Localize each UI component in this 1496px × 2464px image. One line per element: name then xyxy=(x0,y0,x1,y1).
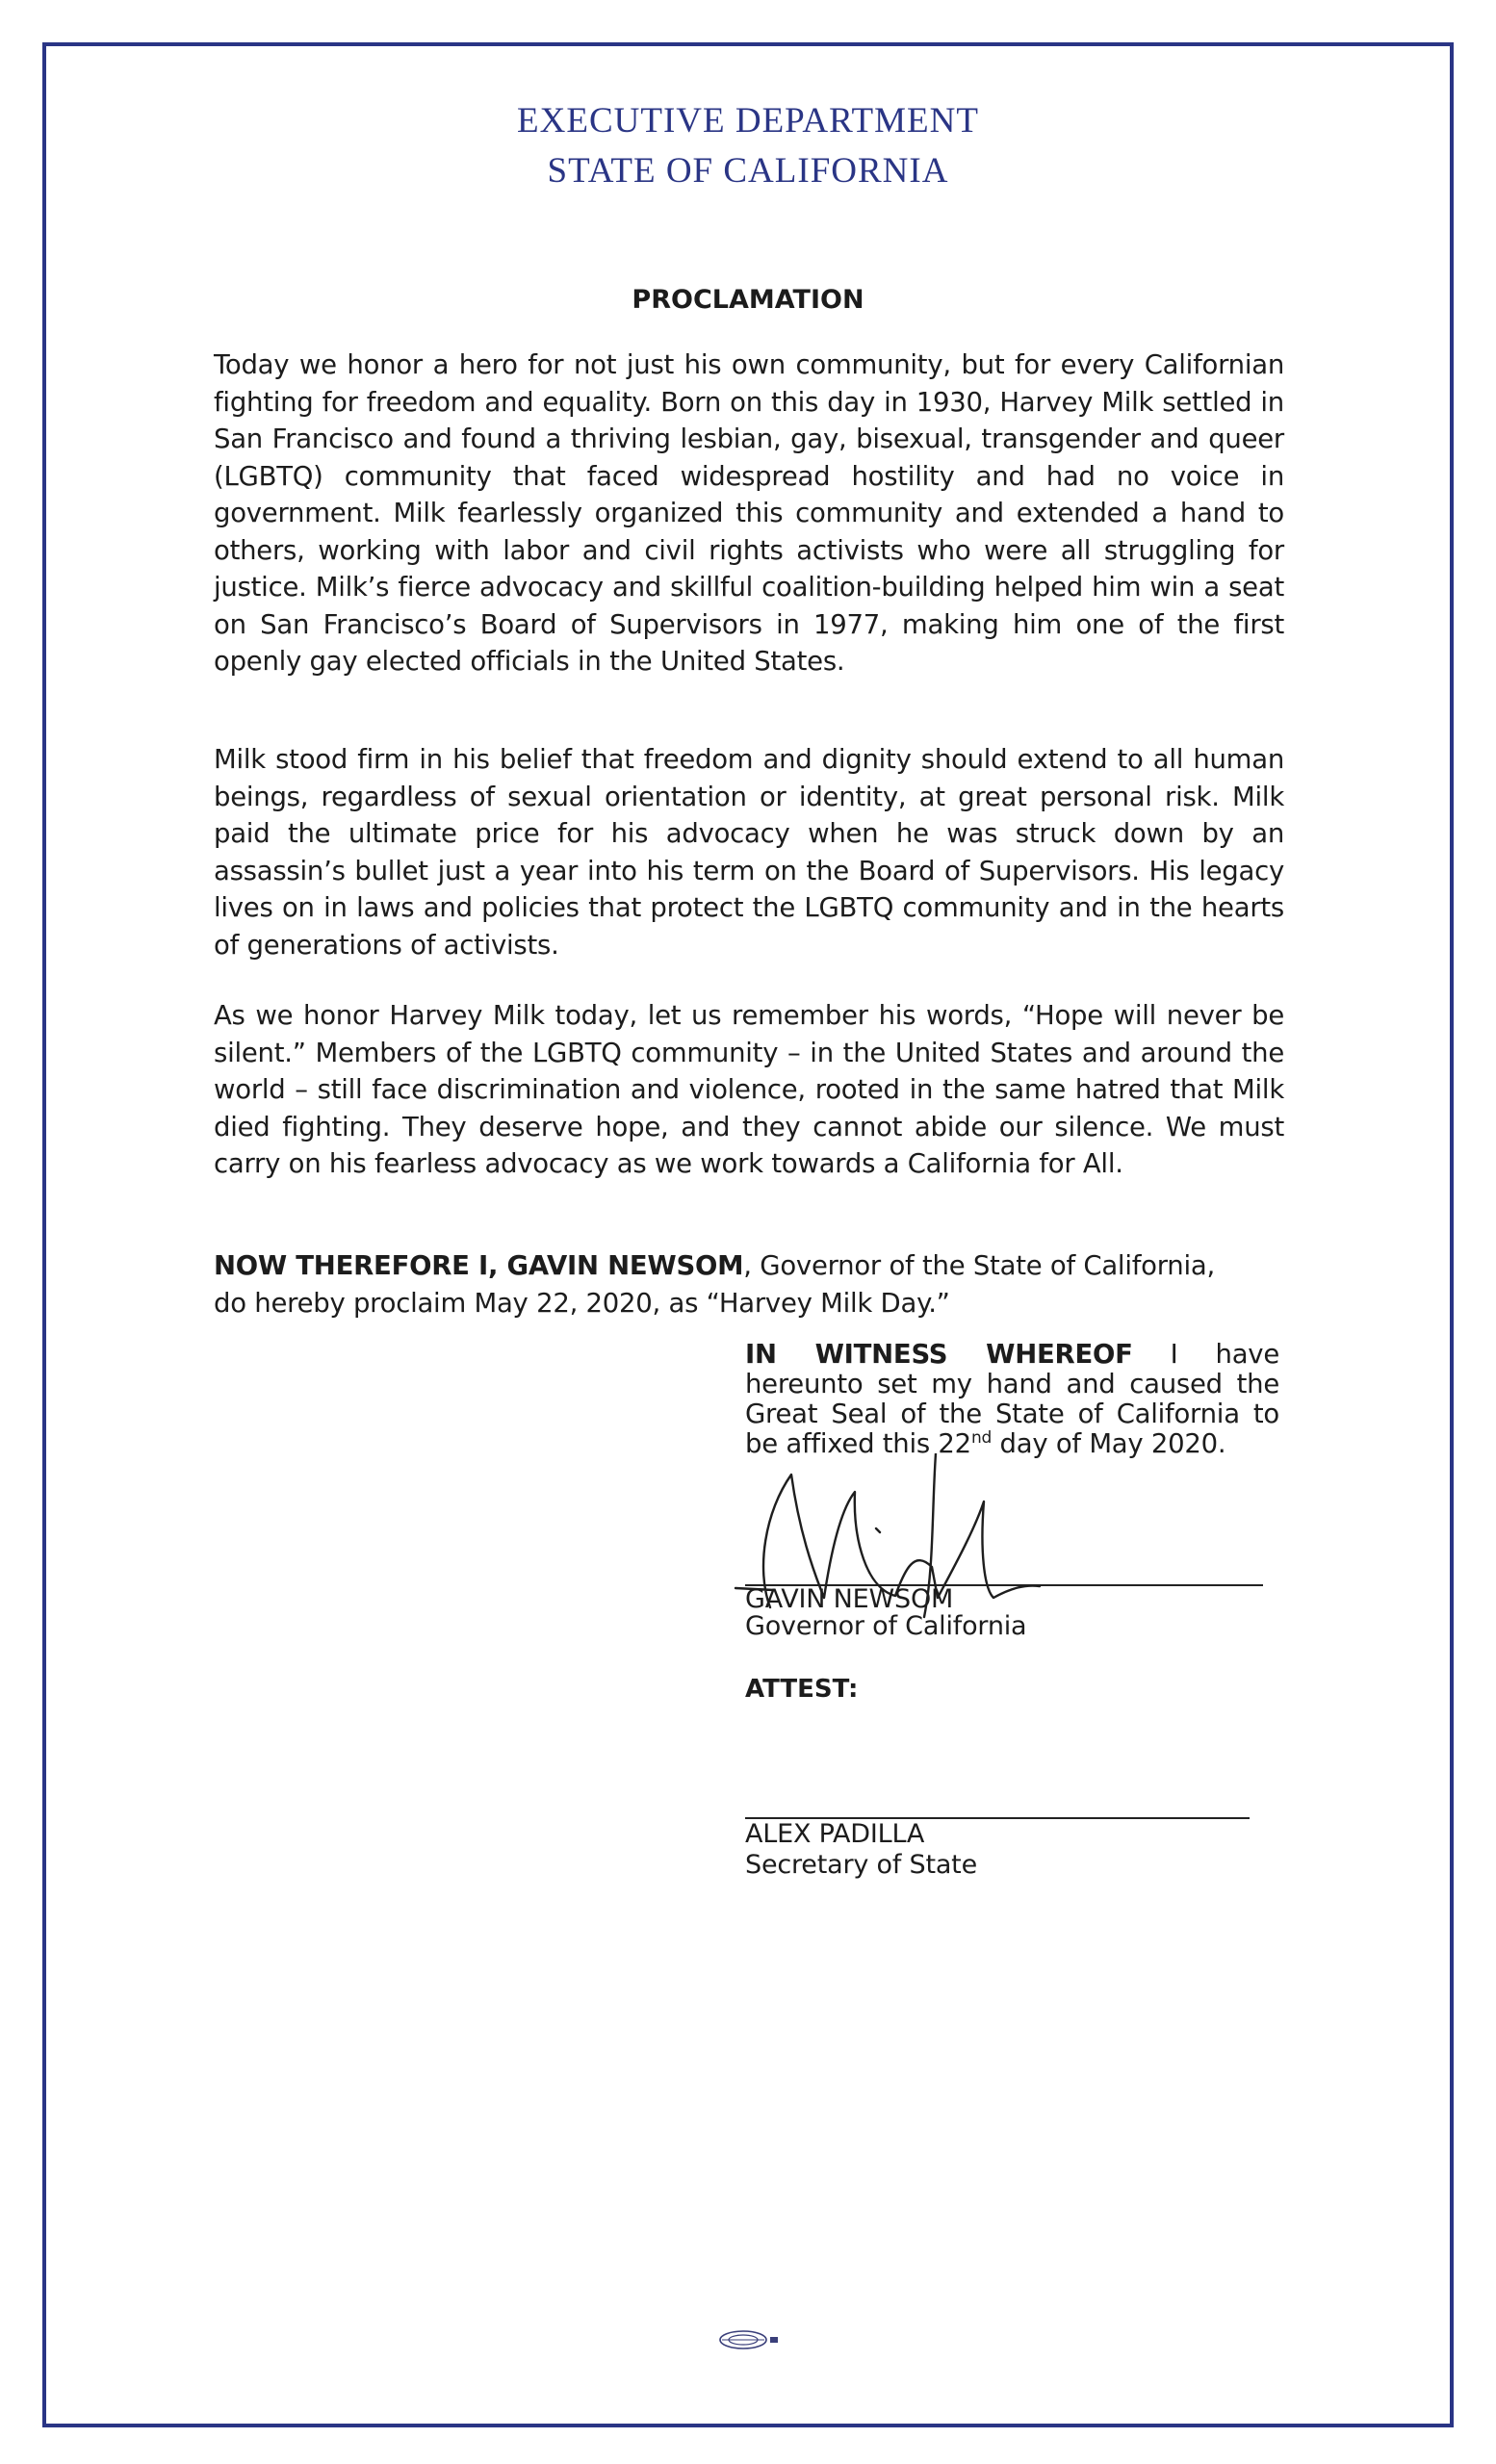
proclaim-lead: NOW THEREFORE I, GAVIN NEWSOM xyxy=(214,1250,744,1281)
governor-title: Governor of California xyxy=(745,1611,1027,1641)
header-state-of-california: STATE OF CALIFORNIA xyxy=(547,151,949,191)
printer-union-bug-icon xyxy=(714,2327,782,2352)
paragraph-3: As we honor Harvey Milk today, let us remember his words, “Hope will never be silent.” Members of the LGBTQ community – in the United States and around the world – still face discrimination and violence, rooted in the same hatred that Milk died fighting. They deserve hope, and they cannot abide our silence. We must carry on his fearless advocacy as we work towards a California for All. xyxy=(214,1000,1284,1179)
paragraph-1: Today we honor a hero for not just his own community, but for every Californian fighting for freedom and equality. Born on this day in 1930, Harvey Milk settled in San Francisco and found a thriving lesbian, gay, bisexual, transgender and queer (LGBTQ) community that faced widespread hostility and had no voice in government. Milk fearlessly organized this community and extended a hand to others, working with labor and civil rights activists who were all struggling for justice. Milk’s fierce advocacy and skillful coalition-building helped him win a seat on San Francisco’s Board of Supervisors in 1977, making him one of the first openly gay elected officials in the United States. xyxy=(214,349,1284,677)
governor-name: GAVIN NEWSOM xyxy=(745,1584,954,1614)
proclaim-statement xyxy=(214,1247,1284,1322)
witness-ordinal: nd xyxy=(970,1427,993,1448)
proclaim-text-1: , Governor of the State of California, xyxy=(743,1250,1215,1281)
proclamation-title: PROCLAMATION xyxy=(632,285,864,315)
witness-lead: IN WITNESS WHEREOF xyxy=(745,1339,1133,1370)
proclaim-text-2: do hereby proclaim May 22, 2020, as “Harvey Milk Day.” xyxy=(214,1287,950,1319)
witness-text-end: day of May 2020. xyxy=(992,1428,1226,1459)
secretary-title: Secretary of State xyxy=(745,1850,977,1880)
secretary-name: ALEX PADILLA xyxy=(745,1819,925,1849)
header-executive-department: EXECUTIVE DEPARTMENT xyxy=(517,101,979,141)
witness-text: I have hereunto set my hand and caused the Great Seal of the State of California to be affixed this 22 xyxy=(745,1339,1279,1459)
attest-label: ATTEST: xyxy=(745,1675,859,1704)
witness-clause xyxy=(745,1340,1279,1459)
paragraph-2: Milk stood firm in his belief that freedom and dignity should extend to all human beings, regardless of sexual orientation or identity, at great personal risk. Milk paid the ultimate price for his advocacy when he was struck down by an assassin’s bullet just a year into his term on the Board of Supervisors. His legacy lives on in laws and policies that protect the LGBTQ community and in the hearts of generations of activists. xyxy=(214,744,1284,961)
